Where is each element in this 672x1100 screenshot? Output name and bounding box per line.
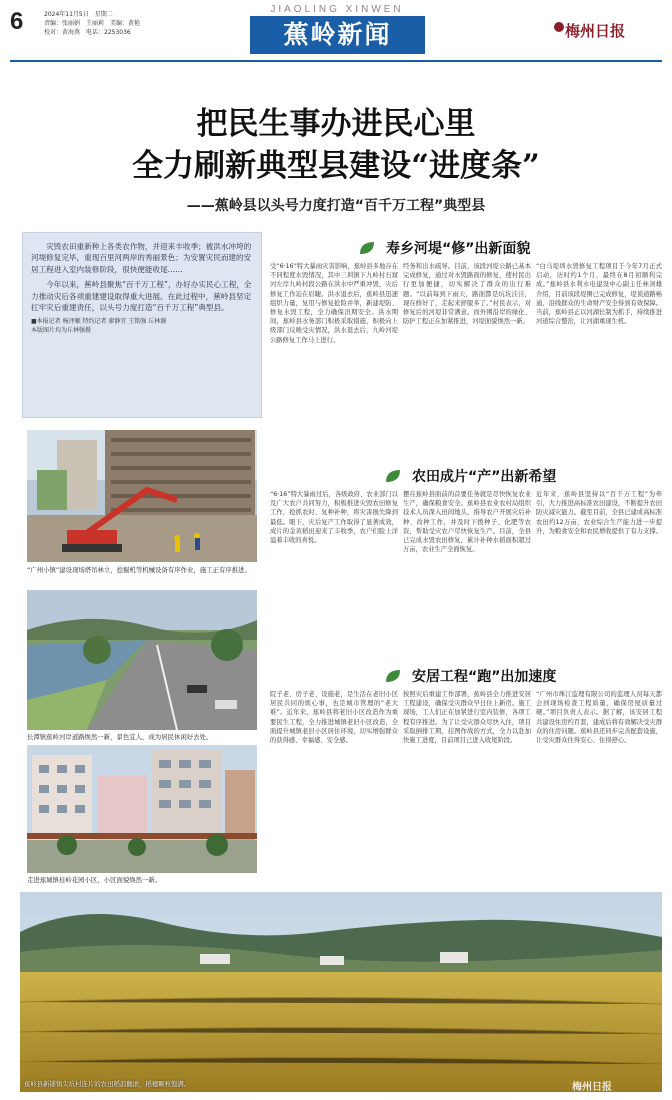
section-2-col-3: 近年来，蕉岭县坚持以“百千万工程”为牵引，大力推进高标准农田建设，不断提升农田防灾减灾能力。截至目前，全县已建成高标准农田约12万亩，农业综合生产能力进一步提升，为粮食安全和农民增收提供了有力支撑。 (536, 491, 662, 535)
section-title-2 (384, 466, 556, 486)
section-3-col-2: 按照灾后重建工作部署，蕉岭县全力推进安居工程建设，确保受灾群众早日住上新房。施工现场，工人们正在加紧进行室内装修，各项工程有序推进。为了让受灾群众尽快入住，项目采取倒排工期、挂图作战的方式，全力以赴加快施工进度，目前项目已进入收尾阶段。 (403, 691, 531, 745)
section-1-col-1: 受“6·16”特大暴雨灾害影响，蕉岭县多地存在不同程度水毁情况，其中三圳镇下九岭村石窟河左岸九岭村段公路在洪水中严重冲毁，灾后修复工作迫在眉睫。洪水退去后，蕉岭县迅速组织力量，复用与修复抢险并举，新建堤防、修复水毁工程，全力确保汛期安全。洪水期间，蕉岭县水务部门积极采取措施，积极向上级部门反映受灾情况，洪水退去后，九岭河堤公路修复工作马上进行。 (270, 263, 398, 344)
section-leaf-icon (384, 668, 402, 684)
masthead-info (44, 10, 140, 37)
section-title-1 (358, 238, 530, 258)
caption-photo-3: 走进蕉城镇桂岭花园小区，小区面貌焕然一新。 (27, 876, 162, 884)
section-3-col-1: 院子老、房子老、设施老，是生活在老旧小区居民共同的烦心事，也是城市管理的“老大难”。近年来，蕉岭县将老旧小区改造作为重要民生工程，全力推进城镇老旧小区改造，全面提升城镇老旧小区居住环境，切实增强群众的获得感、幸福感、安全感。 (270, 691, 398, 745)
section-leaf-icon (384, 468, 402, 484)
intro-paragraph-2: 今年以来，蕉岭县聚焦“百千万工程”，办好办实民心工程，全力推动灾后各项重建建设取得重大进展。在此过程中，蕉岭县坚定扛牢灾后重建责任，以头号力度打造“百千万工程”典型县。 (31, 280, 252, 313)
section-title-2-text: 农田成片“产”出新希望 (412, 469, 557, 485)
intro-paragraph-1: 灾毁农田重新种上各类农作物，并迎来丰收季；被洪水冲垮的河堤修复完毕，重现百里河两岸的秀丽景色；为安置灾民而建的安居工程进入室内装修阶段，很快便能收尾…… (31, 242, 252, 274)
byline: ■本报记者 杨泽顺 特约记者 廖静宜 王铭强 丘林源 (31, 318, 167, 326)
section-title-3 (384, 666, 556, 686)
watermark: 梅州日报 (572, 1082, 612, 1093)
section-3-col-3: “广州市珠江监理有限公司的监理人员每天都会到现场检查工程质量，确保房屋质量过硬。”项目负责人表示。据了解，该安居工程共建设住房约百套，建成后将有效解决受灾群众的住房问题。蕉岭县还同步完善配套设施，让受灾群众住得安心、住得舒心。 (536, 691, 662, 745)
photo-residential (27, 745, 257, 873)
photo-credit: 本版图片均为丘林强摄 (31, 327, 92, 335)
section-title-1-text: 寿乡河堤“修”出新面貌 (386, 241, 531, 257)
section-1-col-3: “白马堤圳水毁修复工程项目于今年7月正式启动，历时约1个月，最终在8月初顺利完成。”蕉岭县水利水电建设中心副主任林剑雄介绍，目前该段堤围已完成修复，堤顶道路畅通，沿线群众的生命财产安全得到有效保障。当前，蕉岭县正以河湖长制为抓手，持续推进河道综合整治，让河湖重现生机。 (536, 263, 662, 326)
caption-photo-2: 长潭镇蕉岭河岸道路焕然一新，景色宜人，成为居民休闲好去处。 (27, 733, 213, 741)
headline-line-1: 把民生事办进民心里 (196, 106, 476, 142)
masthead-date: 2024年11月5日 星期二 (44, 11, 113, 18)
rice-field-image (20, 892, 662, 1092)
section-title: 蕉岭新闻 (250, 16, 425, 54)
intro-box (22, 232, 262, 418)
photo-rice-field (20, 892, 662, 1092)
paper-logo-icon (554, 22, 564, 32)
section-1-col-2: 经务和出水疏导。目前，该段河堤公路已基本完成修复，通过对水毁路面的修复，使村民出行更加便捷，切实解决了群众的出行难题。“以前每到下雨天，路面都是坑坑洼洼，现在修好了，走起来舒服多了。”村民表示，对修复后的河堤非常满意。而外围沿岸的绿化、防护工程正在加紧推进，河堤面貌焕然一新。 (403, 263, 531, 326)
river-road-image (27, 590, 257, 730)
residential-image (27, 745, 257, 873)
section-2-col-1: “6·16”特大暴雨过后，各级政府、农业部门以及广大农户共同努力，积极推进灾毁农田修复工作，抢抓农时、复种补种，将灾害损失降到最低。眼下，灾后复产工作取得了显著成效，成片的金黄稻田迎来了丰收季，农户们脸上洋溢着丰收的喜悦。 (270, 491, 398, 545)
caption-photo-1: “广州小镇”建设现场塔吊林立，挖掘机等机械设备有序作业，施工正有序推进。 (27, 566, 251, 574)
masthead-editor: 责编：张丽娟 王丽莉 美编：黄艳 (44, 20, 141, 27)
section-2-col-2: 摆在蕉岭县面前的首要任务就是尽快恢复农业生产，确保粮食安全。蕉岭县农业农村局组织技术人员深入田间地头，指导农户开展灾后补种、改种工作，并及时下拨种子、化肥等农资，帮助受灾农户尽快恢复生产。目前，全县已完成水毁农田修复，累计补种水稻面积超过万亩，农业生产全面恢复。 (403, 491, 531, 554)
photo-construction-site (27, 430, 257, 562)
construction-image (27, 430, 257, 562)
page-number: 6 (10, 8, 24, 35)
masthead-pinyin: JIAOLING XINWEN (270, 4, 404, 15)
subheadline: ——蕉岭县以头号力度打造“百千万工程”典型县 (186, 198, 486, 214)
paper-name: 梅州日报 (565, 22, 626, 40)
section-title-3-text: 安居工程“跑”出加速度 (412, 669, 557, 685)
masthead-proof: 校对：黄海燕 电话：2253036 (44, 29, 131, 36)
caption-photo-4: 蕉岭县新铺镇尖坑村连片的农田稻浪翻滚，稻穗颗粒饱满。 (24, 1080, 191, 1088)
photo-river-road (27, 590, 257, 730)
section-leaf-icon (358, 240, 376, 256)
headline-line-2: 全力刷新典型县建设“进度条” (132, 148, 540, 184)
header-divider (10, 60, 662, 62)
